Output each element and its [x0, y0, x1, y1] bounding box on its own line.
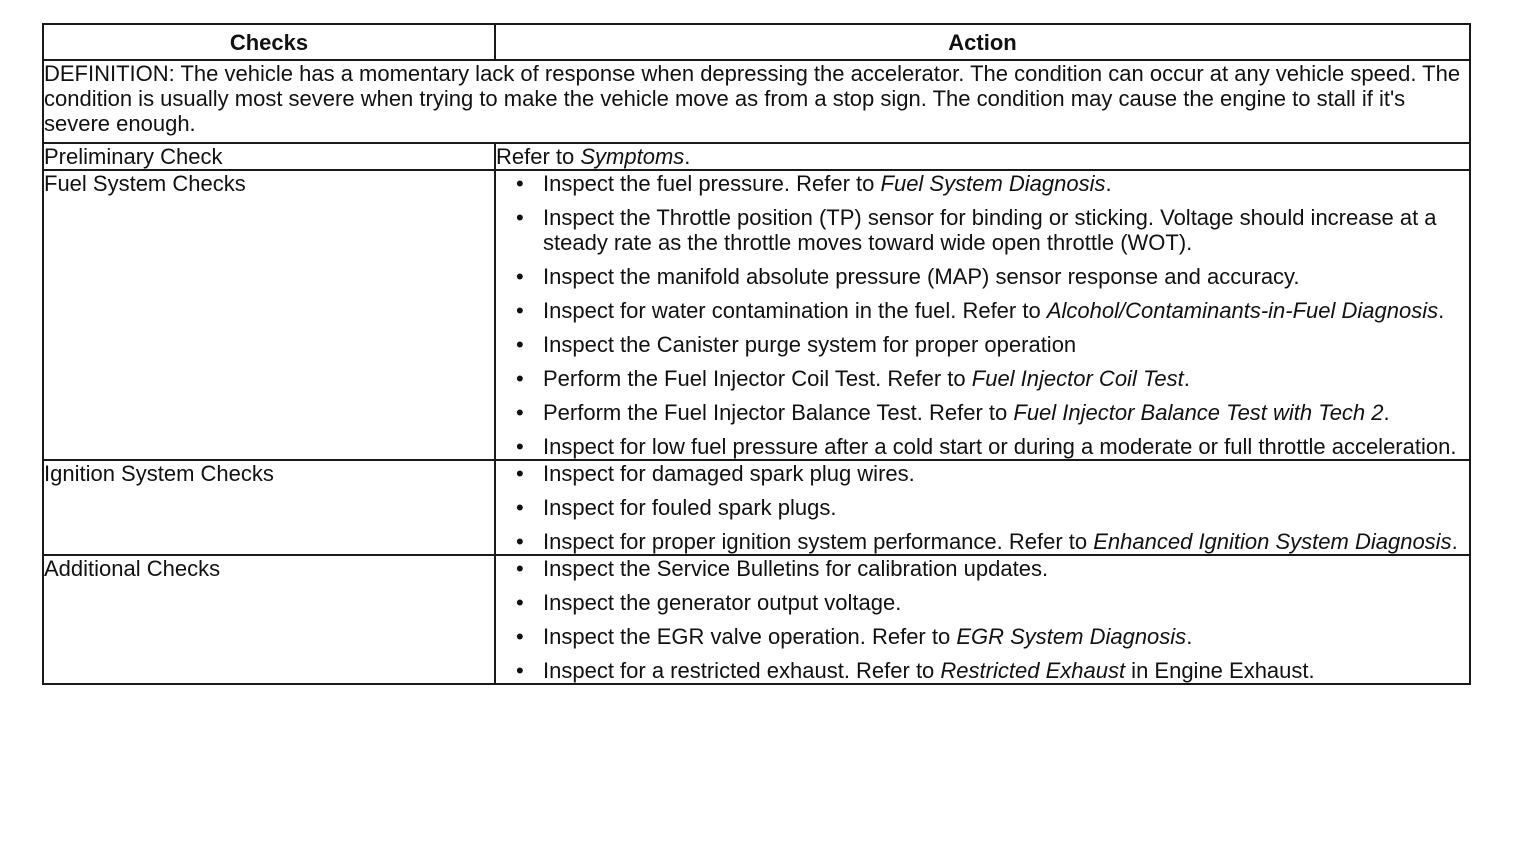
- preliminary-action-text: Refer to: [496, 144, 581, 169]
- list-item: [496, 298, 1469, 323]
- item-text: Inspect for low fuel pressure after a cold start or during a moderate or full throttle acceleration.: [543, 434, 1457, 459]
- fuel-action-list: [496, 171, 1469, 459]
- list-item: [496, 624, 1469, 649]
- item-text: Inspect for damaged spark plug wires.: [543, 461, 915, 486]
- list-item: [496, 171, 1469, 196]
- item-text: Inspect the Service Bulletins for calibration updates.: [543, 556, 1049, 581]
- item-text: Inspect the manifold absolute pressure (MAP) sensor response and accuracy.: [543, 264, 1300, 289]
- preliminary-action-after: .: [684, 144, 691, 169]
- item-text: Perform the Fuel Injector Coil Test. Refer to: [543, 366, 972, 391]
- item-reference: Fuel Injector Coil Test: [971, 366, 1184, 391]
- list-item: [496, 495, 1469, 520]
- preliminary-action-ref: Symptoms: [580, 144, 685, 169]
- item-text: Inspect the Canister purge system for proper operation: [543, 332, 1077, 357]
- additional-action-list: [496, 556, 1469, 683]
- list-item: [496, 366, 1469, 391]
- definition-text: DEFINITION: The vehicle has a momentary lack of response when depressing the accelerator. The condition can occur at any vehicle speed. The condition is usually most severe when trying to make the vehicle move as from a stop sign. The condition may cause the engine to stall if it's severe enough.: [43, 60, 1470, 143]
- item-text: Inspect the EGR valve operation. Refer to: [543, 624, 957, 649]
- bullet-icon: •: [516, 434, 524, 459]
- item-text: Perform the Fuel Injector Balance Test. Refer to: [543, 400, 1014, 425]
- fuel-actions: [495, 170, 1470, 460]
- list-item: [496, 400, 1469, 425]
- table-row: [43, 555, 1470, 684]
- bullet-icon: •: [516, 658, 524, 683]
- item-text: Inspect the generator output voltage.: [543, 590, 902, 615]
- diagnostic-table: [42, 23, 1471, 685]
- list-item: [496, 264, 1469, 289]
- list-item: [496, 529, 1469, 554]
- item-text: Inspect for proper ignition system performance. Refer to: [543, 529, 1094, 554]
- fuel-check-label: Fuel System Checks: [43, 170, 495, 460]
- item-reference: Fuel Injector Balance Test with Tech 2: [1013, 400, 1384, 425]
- item-text: Inspect the Throttle position (TP) sensor for binding or sticking. Voltage should increase at a steady rate as the throttle moves toward wide open throttle (WOT).: [543, 205, 1437, 255]
- list-item: [496, 461, 1469, 486]
- item-text: Inspect for water contamination in the fuel. Refer to: [543, 298, 1047, 323]
- preliminary-check-label: Preliminary Check: [43, 143, 495, 170]
- bullet-icon: •: [516, 264, 524, 289]
- ignition-action-list: [496, 461, 1469, 554]
- bullet-icon: •: [516, 400, 524, 425]
- preliminary-action: [495, 143, 1470, 170]
- list-item: [496, 332, 1469, 357]
- item-reference: Fuel System Diagnosis: [880, 171, 1106, 196]
- item-text-after: .: [1105, 171, 1112, 196]
- item-reference: Enhanced Ignition System Diagnosis: [1093, 529, 1452, 554]
- bullet-icon: •: [516, 171, 524, 196]
- item-reference: Alcohol/Contaminants-in-Fuel Diagnosis: [1046, 298, 1439, 323]
- bullet-icon: •: [516, 332, 524, 357]
- table-row: [43, 143, 1470, 170]
- bullet-icon: •: [516, 461, 524, 486]
- item-text: Inspect the fuel pressure. Refer to: [543, 171, 881, 196]
- bullet-icon: •: [516, 590, 524, 615]
- bullet-icon: •: [516, 556, 524, 581]
- item-text-after: .: [1438, 298, 1445, 323]
- table-row: [43, 460, 1470, 555]
- additional-check-label: Additional Checks: [43, 555, 495, 684]
- bullet-icon: •: [516, 366, 524, 391]
- item-text: Inspect for a restricted exhaust. Refer to: [543, 658, 941, 683]
- header-row: [43, 24, 1470, 60]
- header-checks: Checks: [43, 24, 495, 60]
- bullet-icon: •: [516, 205, 524, 230]
- item-text-after: .: [1383, 400, 1390, 425]
- item-text-after: .: [1183, 366, 1190, 391]
- list-item: [496, 434, 1469, 459]
- bullet-icon: •: [516, 529, 524, 554]
- item-reference: Restricted Exhaust: [940, 658, 1126, 683]
- table-row: [43, 170, 1470, 460]
- item-text: Inspect for fouled spark plugs.: [543, 495, 837, 520]
- item-reference: EGR System Diagnosis: [956, 624, 1187, 649]
- list-item: [496, 590, 1469, 615]
- header-action: Action: [495, 24, 1470, 60]
- item-text-after: .: [1451, 529, 1458, 554]
- item-text-after: in Engine Exhaust.: [1125, 658, 1315, 683]
- bullet-icon: •: [516, 624, 524, 649]
- list-item: [496, 205, 1469, 255]
- ignition-check-label: Ignition System Checks: [43, 460, 495, 555]
- list-item: [496, 658, 1469, 683]
- list-item: [496, 556, 1469, 581]
- item-text-after: .: [1186, 624, 1193, 649]
- additional-actions: [495, 555, 1470, 684]
- definition-row: [43, 60, 1470, 143]
- ignition-actions: [495, 460, 1470, 555]
- bullet-icon: •: [516, 298, 524, 323]
- bullet-icon: •: [516, 495, 524, 520]
